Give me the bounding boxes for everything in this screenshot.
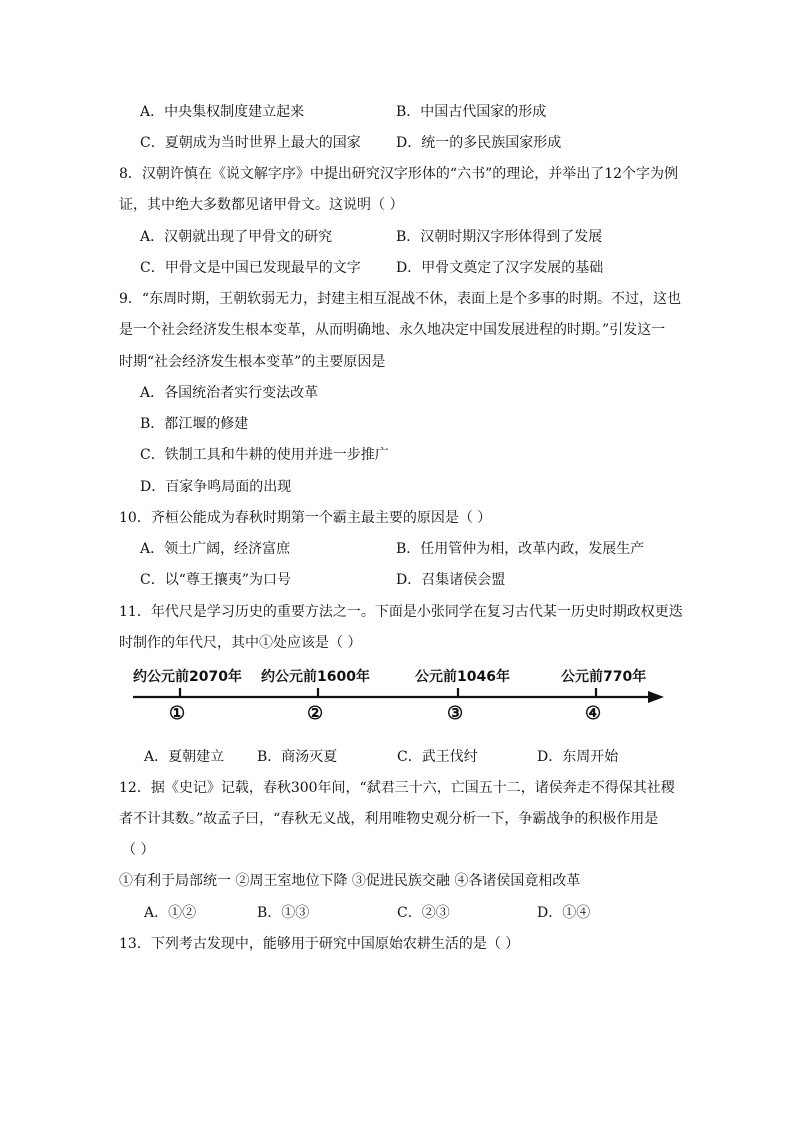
timeline-label-3: 公元前1046年 [415,669,510,685]
q9-option-c: C．铁制工具和牛耕的使用并进一步推广 [140,447,389,463]
q10-option-b: B．任用管仲为相，改革内政，发展生产 [396,541,645,557]
q12-stem [0,778,794,804]
q8-option-d: D．甲骨文奠定了汉字发展的基础 [396,260,604,276]
q7-options-row-2 [0,133,794,159]
q12-statements-row [0,871,794,897]
q10-option-a: A．领土广阔，经济富庶 [140,541,291,557]
q9-option-b: B．都江堰的修建 [140,416,249,432]
q12-stem-cont-1 [0,809,794,835]
q7-option-c: C．夏朝成为当时世界上最大的国家 [140,135,361,151]
q9-line-1: 9．“东周时期，王朝软弱无力，封建主相互混战不休，表面上是个多事的时期。不过，这也 [119,291,682,307]
q8-options-row-1 [0,227,794,253]
timeline-arrow-icon [648,691,664,703]
q8-line-2: 证，其中绝大多数都见诸甲骨文。这说明（ ） [119,197,404,213]
q8-option-a: A．汉朝就出现了甲骨文的研究 [140,229,333,245]
q8-option-c: C．甲骨文是中国已发现最早的文字 [140,260,361,276]
q12-option-d: D．①④ [537,905,591,921]
q11-option-b: B．商汤灭夏 [257,749,338,765]
timeline-axis [0,648,794,738]
q12-option-c: C．②③ [397,905,450,921]
timeline-label-4: 公元前770年 [561,669,647,685]
q10-option-c: C．以“尊王攘夷”为口号 [140,572,292,588]
q7-option-a: A．中央集权制度建立起来 [140,104,305,120]
q12-line-2: 者不计其数。”故孟子曰，“春秋无义战，利用唯物史观分析一下，争霸战争的积极作用是 [119,811,659,827]
q12-line-3: （ ） [122,842,155,858]
q9-stem-cont-2 [0,352,794,378]
q12-line-1: 12．据《史记》记载，春秋300年间，“弑君三十六，亡国五十二，诸侯奔走不得保其社稷 [119,780,675,796]
q10-option-d: D．召集诸侯会盟 [396,572,506,588]
timeline-marker-2: ② [307,703,324,724]
q12-stem-cont-2 [0,840,794,866]
q9-stem-cont-1 [0,320,794,346]
q9-stem [0,289,794,315]
q11-option-a: A．夏朝建立 [144,749,225,765]
q9-line-2: 是一个社会经济发生根本变革，从而明确地、永久地决定中国发展进程的时期。”引发这一 [119,322,666,338]
timeline-marker-3: ③ [447,703,464,724]
q13-line-1: 13．下列考古发现中，能够用于研究中国原始农耕生活的是（ ） [119,936,520,952]
q9-line-3: 时期“社会经济发生根本变革”的主要原因是 [119,354,386,370]
q11-option-c: C．武王伐纣 [397,749,478,765]
q11-line-1: 11．年代尺是学习历史的重要方法之一。下面是小张同学在复习古代某一历史时期政权更迭 [119,604,683,620]
q8-stem [0,164,794,190]
q11-option-d: D．东周开始 [537,749,619,765]
timeline-label-2: 约公元前1600年 [261,669,370,685]
q12-statements: ①有利于局部统一 ②周王室地位下降 ③促进民族交融 ④各诸侯国竟相改革 [119,873,581,889]
q9-option-c-row [0,445,794,471]
q7-option-b: B．中国古代国家的形成 [396,104,547,120]
timeline-figure [0,648,794,738]
q8-stem-cont [0,195,794,221]
q9-option-b-row [0,414,794,440]
q11-options-row [0,747,794,773]
q11-line-2: 时制作的年代尺，其中①处应该是（ ） [119,635,362,651]
timeline-marker-4: ④ [585,703,602,724]
q11-stem [0,602,794,628]
timeline-label-1: 约公元前2070年 [133,669,242,685]
q12-option-a: A．①② [144,905,197,921]
q10-options-row-1 [0,539,794,565]
q9-option-a: A．各国统治者实行变法改革 [140,385,319,401]
q8-option-b: B．汉朝时期汉字形体得到了发展 [396,229,603,245]
q13-stem [0,934,794,960]
q9-option-d-row [0,477,794,503]
q10-line-1: 10．齐桓公能成为春秋时期第一个霸主最主要的原因是（ ） [119,510,492,526]
q10-options-row-2 [0,570,794,596]
q10-stem [0,508,794,534]
q9-option-a-row [0,383,794,409]
q9-option-d: D．百家争鸣局面的出现 [140,479,292,495]
q8-options-row-2 [0,258,794,284]
q7-option-d: D．统一的多民族国家形成 [396,135,562,151]
q12-option-b: B．①③ [257,905,310,921]
q8-line-1: 8．汉朝许慎在《说文解字序》中提出研究汉字形体的“六书”的理论，并举出了12个字为例 [119,166,679,182]
q12-options-row [0,903,794,929]
timeline-marker-1: ① [169,703,186,724]
q7-options-row-1 [0,102,794,128]
